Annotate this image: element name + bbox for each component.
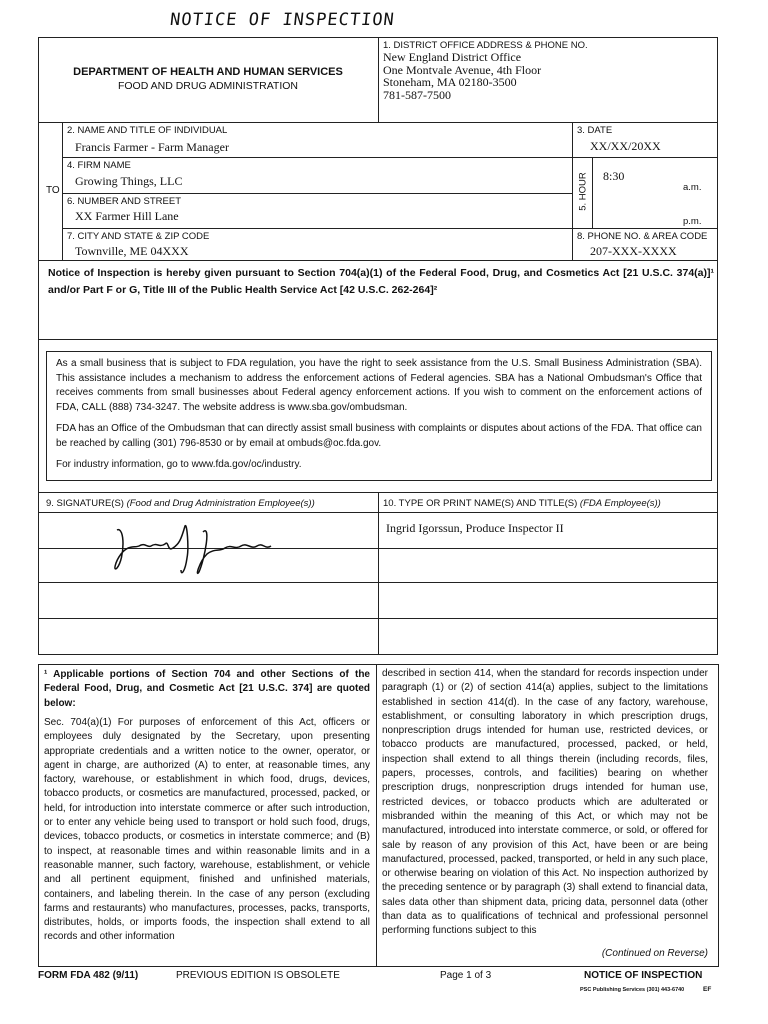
footnote-heading: ¹ Applicable portions of Section 704 and other Sections of the Federal Food, Drug, and Cosmetic Act [21 U.S.C. 374] are quoted below: — [44, 669, 370, 709]
frame-bottom — [38, 654, 718, 655]
date-label: 3. DATE — [577, 125, 613, 136]
department-header — [40, 66, 376, 92]
signature-label: 9. SIGNATURE(S) (Food and Drug Administration Employee(s)) — [46, 498, 315, 509]
individual-label: 2. NAME AND TITLE OF INDIVIDUAL — [67, 125, 228, 136]
continued-note: (Continued on Reverse) — [601, 948, 708, 959]
form-number: FORM FDA 482 (9/11) — [38, 970, 139, 981]
signature-handwritten — [95, 518, 295, 581]
individual-value: Francis Farmer - Farm Manager — [75, 140, 229, 154]
sba-paragraph: As a small business that is subject to FDA regulation, you have the right to seek assistance from the U.S. Small Business Administration (SBA). This assistance includes a mechanism to address the enforcement actions of Federal agencies. SBA has a National Ombudsman's Office that receives comments from small businesses about Federal agency enforcement actions. If you wish to comment on the enforcement actions of FDA, CALL (888) 734-3247. The website address is www.sba.gov/ombudsman. — [56, 358, 702, 413]
hour-label: 5. HOUR — [577, 172, 589, 211]
section-704-right: described in section 414, when the standard for records inspection under paragraph (1) or (2) of section 414(a) applies, subject to the limitations established in section 414(d). In the case of any factory, warehouse, establishment, or consulting laboratory in which prescription drugs, nonprescription drugs intended for human use, restricted devices, or tobacco products are manufactured, processed, packed, or held, inspection shall extend to all things therein (including records, files, papers, processes, controls, and facilities) bearing on whether prescription drugs, nonprescription drugs intended for human use, restricted devices, or tobacco products which are adulterated or misbranded within the meaning of this Act, or which may not be manufactured, introduced into interstate commerce, or sold, or offered for sale by reason of any provision of this Act, have been or are being manufactured, processed, packed, transported, or held in any such place, or otherwise bearing on violation of this Act. No inspection authorized by the preceding sentence or by paragraph (3) shall extend to financial data, sales data other than shipment data, pricing data, personnel data (other than data as to qualifications of technical and professional personnel performing functions subject to this — [382, 668, 708, 937]
city-value: Townville, ME 04XXX — [75, 244, 189, 258]
ombudsman-paragraph: FDA has an Office of the Ombudsman that can directly assist small business with complaints or disputes about actions of the FDA. That office can be reached by calling (301) 796-8530 or by email at ombuds@oc.fda.gov. — [56, 423, 702, 449]
hour-pm: p.m. — [683, 216, 702, 227]
department-name: DEPARTMENT OF HEALTH AND HUMAN SERVICES — [73, 66, 343, 78]
footer-title: NOTICE OF INSPECTION — [584, 970, 703, 981]
street-value: XX Farmer Hill Lane — [75, 209, 179, 223]
handwritten-title: NOTICE OF INSPECTION — [168, 10, 396, 30]
ef-mark: EF — [703, 986, 712, 993]
frame-right — [717, 37, 718, 654]
to-label: TO — [46, 185, 60, 196]
district-office-label: 1. DISTRICT OFFICE ADDRESS & PHONE NO. — [383, 40, 588, 51]
notice-statement: Notice of Inspection is hereby given pursuant to Section 704(a)(1) of the Federal Food, Drug, and Cosmetics Act [21 U.S.C. 374(a)]¹ and/or Part F or G, Title III of the Public Health Service Act [42 U.S.C. 262-264]² — [48, 267, 714, 296]
frame-left — [38, 37, 39, 654]
firm-value: Growing Things, LLC — [75, 174, 183, 188]
date-value: XX/XX/20XX — [590, 139, 661, 153]
section-704-left: Sec. 704(a)(1) For purposes of enforcement of this Act, officers or employees duly designated by the Secretary, upon presenting appropriate credentials and a written notice to the owner, operator, or agent in charge, are authorized (A) to enter, at reasonable times, any factory, warehouse, or establishment in which food, drugs, devices, tobacco products, or cosmetics are manufactured, processed, packed, or held, for introduction into interstate commerce or after such introduction, or to enter any vehicle being used to transport or hold such food, drugs, devices, tobacco products, or cosmetics in interstate commerce; and (B) to inspect, at reasonable times and within reasonable limits and in a reasonable manner, such factory, warehouse, establishment, or vehicle and all pertinent equipment, finished and unfinished materials, containers, and labeling therein. In the case of any person (excluding farms and restaurants) who manufactures, processes, packs, transports, distributes, holds, or imports foods, the inspection shall extend to all records and other information — [44, 717, 370, 943]
publisher-note: PSC Publishing Services (301) 443-6740 — [580, 987, 685, 993]
agency-name: FOOD AND DRUG ADMINISTRATION — [117, 80, 299, 92]
hour-am: a.m. — [683, 182, 702, 193]
city-label: 7. CITY AND STATE & ZIP CODE — [67, 231, 210, 242]
printed-name-label: 10. TYPE OR PRINT NAME(S) AND TITLE(S) (FDA Employee(s)) — [383, 498, 661, 509]
page-number: Page 1 of 3 — [440, 970, 492, 981]
district-office-address: New England District Office One Montvale Avenue, 4th Floor Stoneham, MA 02180-3500 781-587-7500 — [383, 50, 542, 102]
sba-text — [56, 357, 702, 480]
hour-value: 8:30 — [603, 169, 625, 183]
signature-scribble — [95, 518, 295, 576]
previous-edition-note: PREVIOUS EDITION IS OBSOLETE — [176, 970, 340, 981]
industry-info-paragraph: For industry information, go to www.fda.gov/oc/industry. — [56, 459, 302, 470]
phone-label: 8. PHONE NO. & AREA CODE — [577, 231, 708, 242]
phone-value: 207-XXX-XXXX — [590, 244, 677, 258]
street-label: 6. NUMBER AND STREET — [67, 196, 182, 207]
printed-name-value: Ingrid Igorssun, Produce Inspector II — [386, 521, 564, 535]
firm-label: 4. FIRM NAME — [67, 160, 131, 171]
